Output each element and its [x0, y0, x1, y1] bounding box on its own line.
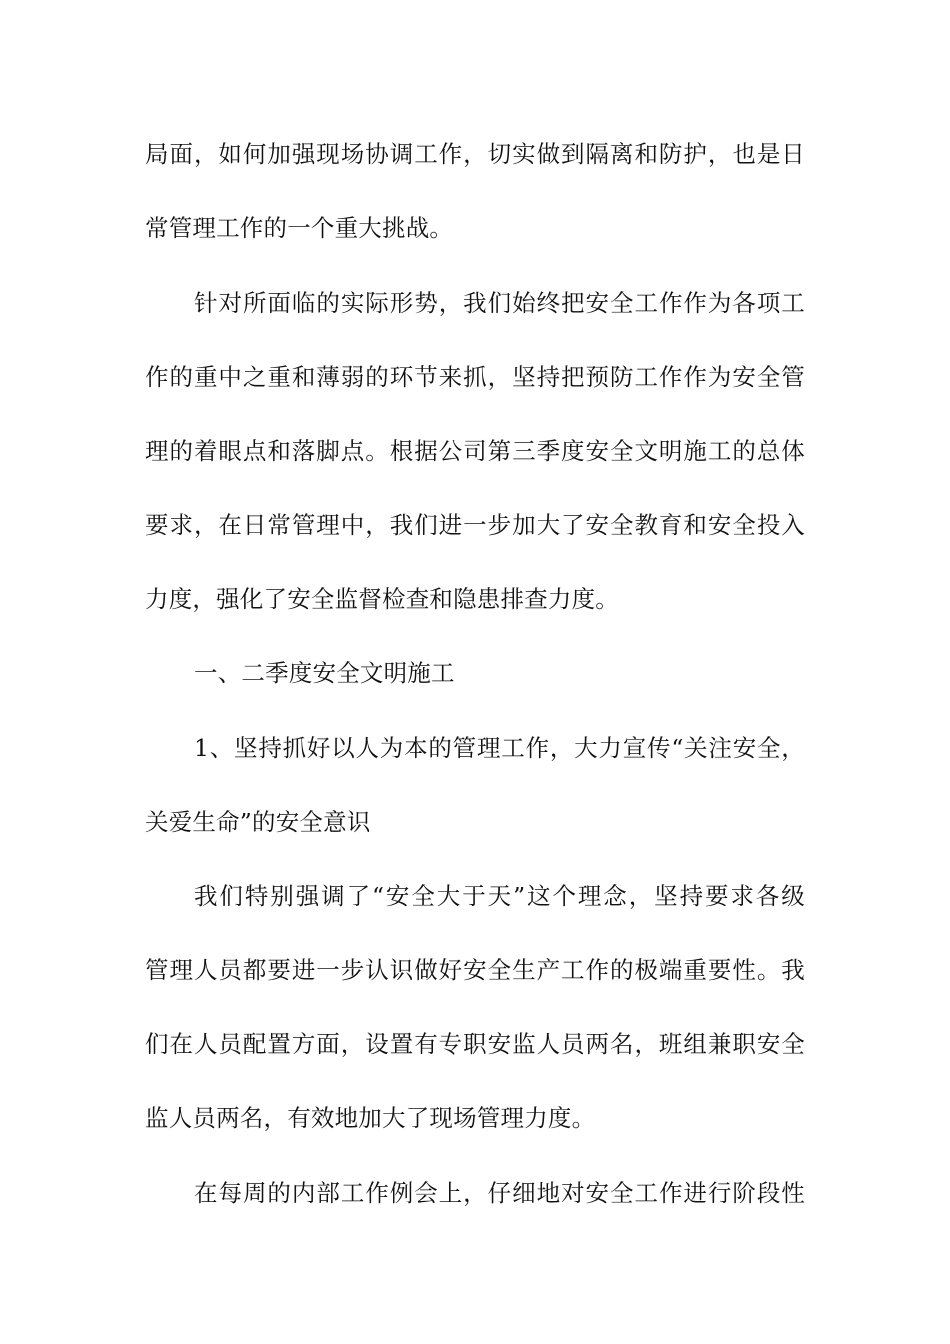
text-line-14: 监人员两名，有效地加大了现场管理力度。: [145, 1104, 596, 1132]
text-line-5: 理的着眼点和落脚点。根据公司第三季度安全文明施工的总体: [145, 437, 805, 465]
section-heading: 一、二季度安全文明施工: [194, 659, 455, 687]
paragraph-start-line: 在每周的内部工作例会上，仔细地对安全工作进行阶段性: [194, 1179, 805, 1207]
paragraph-start-line: 针对所面临的实际形势，我们始终把安全工作作为各项工: [194, 289, 805, 317]
text-line-13: 们在人员配置方面，设置有专职安监人员两名，班组兼职安全: [145, 1030, 805, 1058]
text-line-2: 常管理工作的一个重大挑战。: [145, 214, 454, 242]
subsection-heading: 1、坚持抓好以人为本的管理工作，大力宣传“关注安全，: [194, 734, 805, 762]
paragraph-start-line: 我们特别强调了“安全大于天”这个理念，坚持要求各级: [194, 882, 805, 910]
text-line-12: 管理人员都要进一步认识做好安全生产工作的极端重要性。我: [145, 956, 805, 984]
subsection-heading-continued: 关爱生命”的安全意识: [145, 808, 371, 836]
text-line-4: 作的重中之重和薄弱的环节来抓，坚持把预防工作作为安全管: [145, 363, 805, 391]
text-line-7: 力度，强化了安全监督检查和隐患排查力度。: [145, 585, 619, 613]
text-line-1: 局面，如何加强现场协调工作，切实做到隔离和防护，也是日: [145, 140, 805, 168]
text-line-6: 要求，在日常管理中，我们进一步加大了安全教育和安全投入: [145, 511, 805, 539]
